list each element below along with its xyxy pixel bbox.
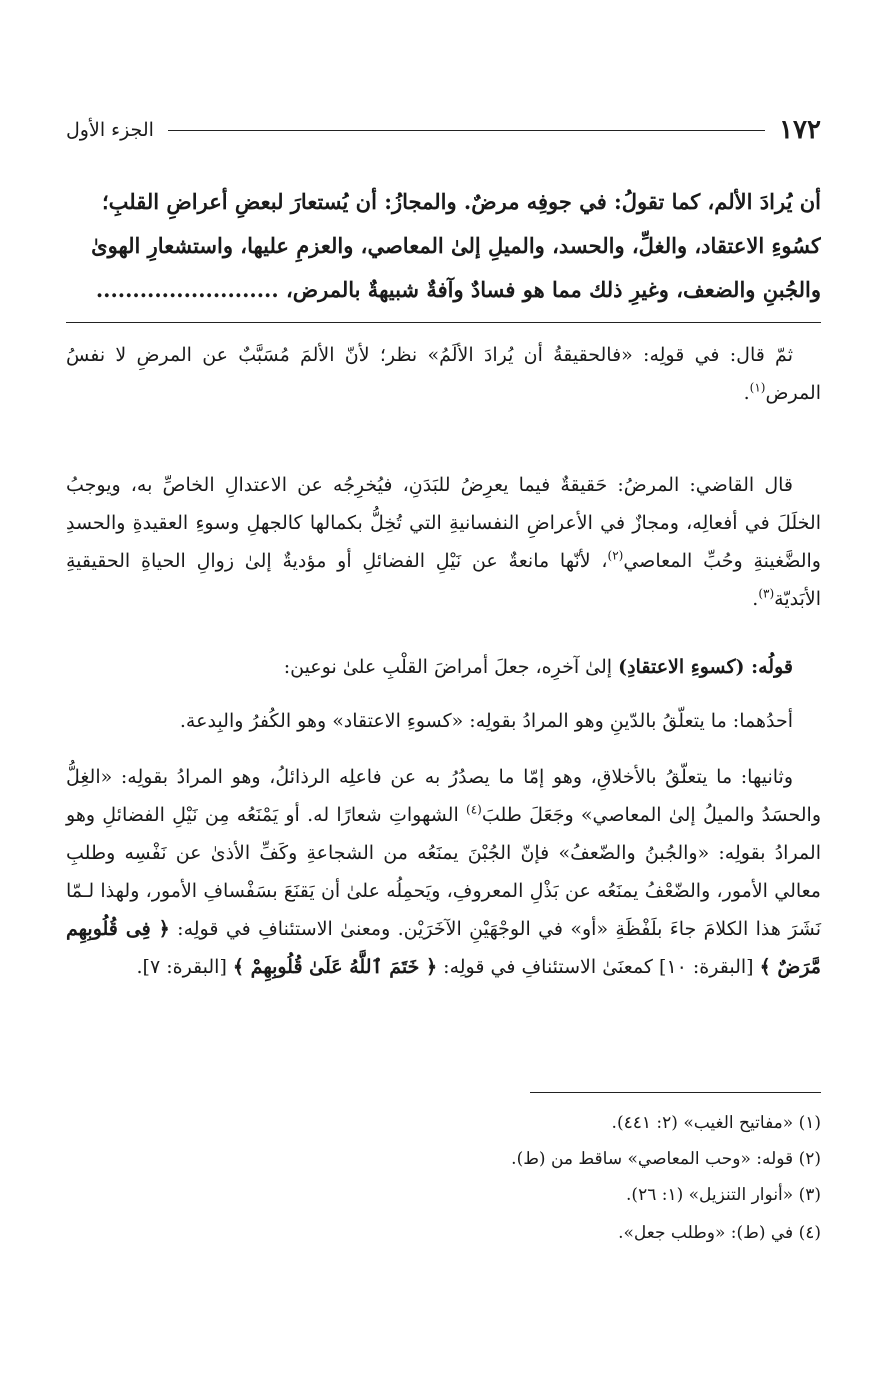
base-text-quote — [66, 180, 821, 312]
paragraph-text: إلىٰ آخرِه، جعلَ أمراضَ القلْبِ علىٰ نوعين: — [283, 656, 619, 678]
paragraph-text: . — [743, 382, 750, 404]
footnote: (٣) «أنوار التنزيل» (١: ٢٦). — [626, 1185, 821, 1205]
paragraph-text: . — [752, 588, 759, 610]
section-separator — [66, 322, 821, 323]
paragraph-text: الشهواتِ شعارًا له. أو يَمْنَعُه مِن نَيْلِ الفضائلِ وهو المرادُ بقولِه: «والجُبنُ والضّعفُ» فإنّ الجُبْنَ يمنَعُه من الشجاعةِ وكَفِّ الأذىٰ عن نَفْسِه وطلبِ معالي الأمور، والضّعْفُ يمنَعُه عن بَذْلِ المعروفِ، ويَحمِلُه علىٰ أن يَقنَعَ بسَفْسافِ الأمور، ولهذا لـمّا نَشَرَ هذا الكلامَ جاءَ بلَفْظَةِ «أو» في الوجْهَيْنِ الآخَرَيْن. ومعنىٰ الاستئنافِ في قولِه: — [66, 804, 821, 940]
quran-quote: ﴿ فِى قُلُوبِهِم مَّرَضٌ ﴾ — [66, 918, 821, 978]
paragraph-text: ، لأنّها مانعةٌ عن نَيْلِ الفضائلِ أو مؤديةٌ إلىٰ زوالِ الحياةِ الحقيقيةِ الأبَديّة — [66, 550, 821, 610]
quote-line: كسُوءِ الاعتقاد، والغلِّ، والحسد، والميلِ إلىٰ المعاصي، والعزمِ عليها، واستشعارِ الهوىٰ — [91, 233, 821, 258]
quote-line: أن يُرادَ الألم، كما تقولُ: في جوفِه مرضٌ. والمجازُ: أن يُستعارَ لبعضِ أعراضِ القلبِ؛ — [101, 189, 821, 214]
quran-quote: ﴿ خَتَمَ ٱللَّهُ عَلَىٰ قُلُوبِهِمْ ﴾ — [232, 956, 438, 978]
footnote-ref: (٢) — [607, 548, 624, 563]
page-header — [66, 112, 821, 148]
quote-line: والجُبنِ والضعف، وغيرِ ذلك مما هو فسادٌ وآفةٌ شبيهةٌ بالمرض، ......................... — [95, 277, 821, 302]
header-rule — [168, 130, 765, 131]
commentary-paragraph — [66, 702, 821, 740]
paragraph-text: وثانيها: ما يتعلّقُ بالأخلاقِ، وهو إمّا ما يصدُرُ به عن فاعلِه الرذائلُ، وهو المرادُ بقولِه: «الغِلُّ والحسَدُ والميلُ إلىٰ المعاصي» وجَعَلَ طلبَ — [66, 766, 822, 826]
paragraph-text: أحدُهما: ما يتعلّقُ بالدّينِ وهو المرادُ بقولِه: «كسوءِ الاعتقاد» وهو الكُفرُ والبِدعة. — [179, 710, 793, 732]
footnote-rule — [530, 1092, 821, 1093]
footnote: (٢) قوله: «وحب المعاصي» ساقط من (ط). — [511, 1149, 821, 1169]
footnote: (٤) في (ط): «وطلب جعل». — [618, 1223, 821, 1243]
footnote: (١) «مفاتيح الغيب» (٢: ٤٤١). — [611, 1113, 821, 1133]
paragraph-text: ثمّ قال: في قولِه: «فالحقيقةُ أن يُرادَ الألَمُ» نظر؛ لأنّ الألمَ مُسَبَّبٌ عن المرضِ لا نفسُ المرض — [66, 344, 821, 404]
quran-citation: [البقرة: ٧]. — [136, 956, 233, 978]
page-number: ١٧٢ — [779, 115, 821, 145]
footnote-ref: (٣) — [758, 586, 775, 601]
footnote-ref: (٤) — [466, 802, 482, 817]
volume-title: الجزء الأول — [66, 119, 154, 141]
paragraph-text: قال القاضي: المرضُ: حَقيقةٌ فيما يعرِضُ للبَدَنِ، فيُخرِجُه عن الاعتدالِ الخاصِّ به، ويوجبُ الخلَلَ في أفعالِه، ومجازٌ في الأعراضِ النفسانيةِ التي تُخِلُّ بكمالها كالجهلِ وسوءِ العقيدةِ والحسدِ والضَّغينةِ وحُبِّ المعاصي — [66, 474, 821, 572]
paragraph-text: كمعنَىٰ الاستئنافِ في قولِه: — [437, 956, 653, 978]
commentary-paragraph — [66, 648, 821, 686]
lemma-text: قولُه: (كسوءِ الاعتقادِ) — [618, 656, 793, 678]
commentary-paragraph — [66, 466, 821, 618]
commentary-paragraph — [66, 758, 821, 986]
quran-citation: [البقرة: ١٠] — [652, 956, 760, 978]
footnote-ref: (١) — [749, 380, 766, 395]
commentary-paragraph — [66, 336, 821, 412]
